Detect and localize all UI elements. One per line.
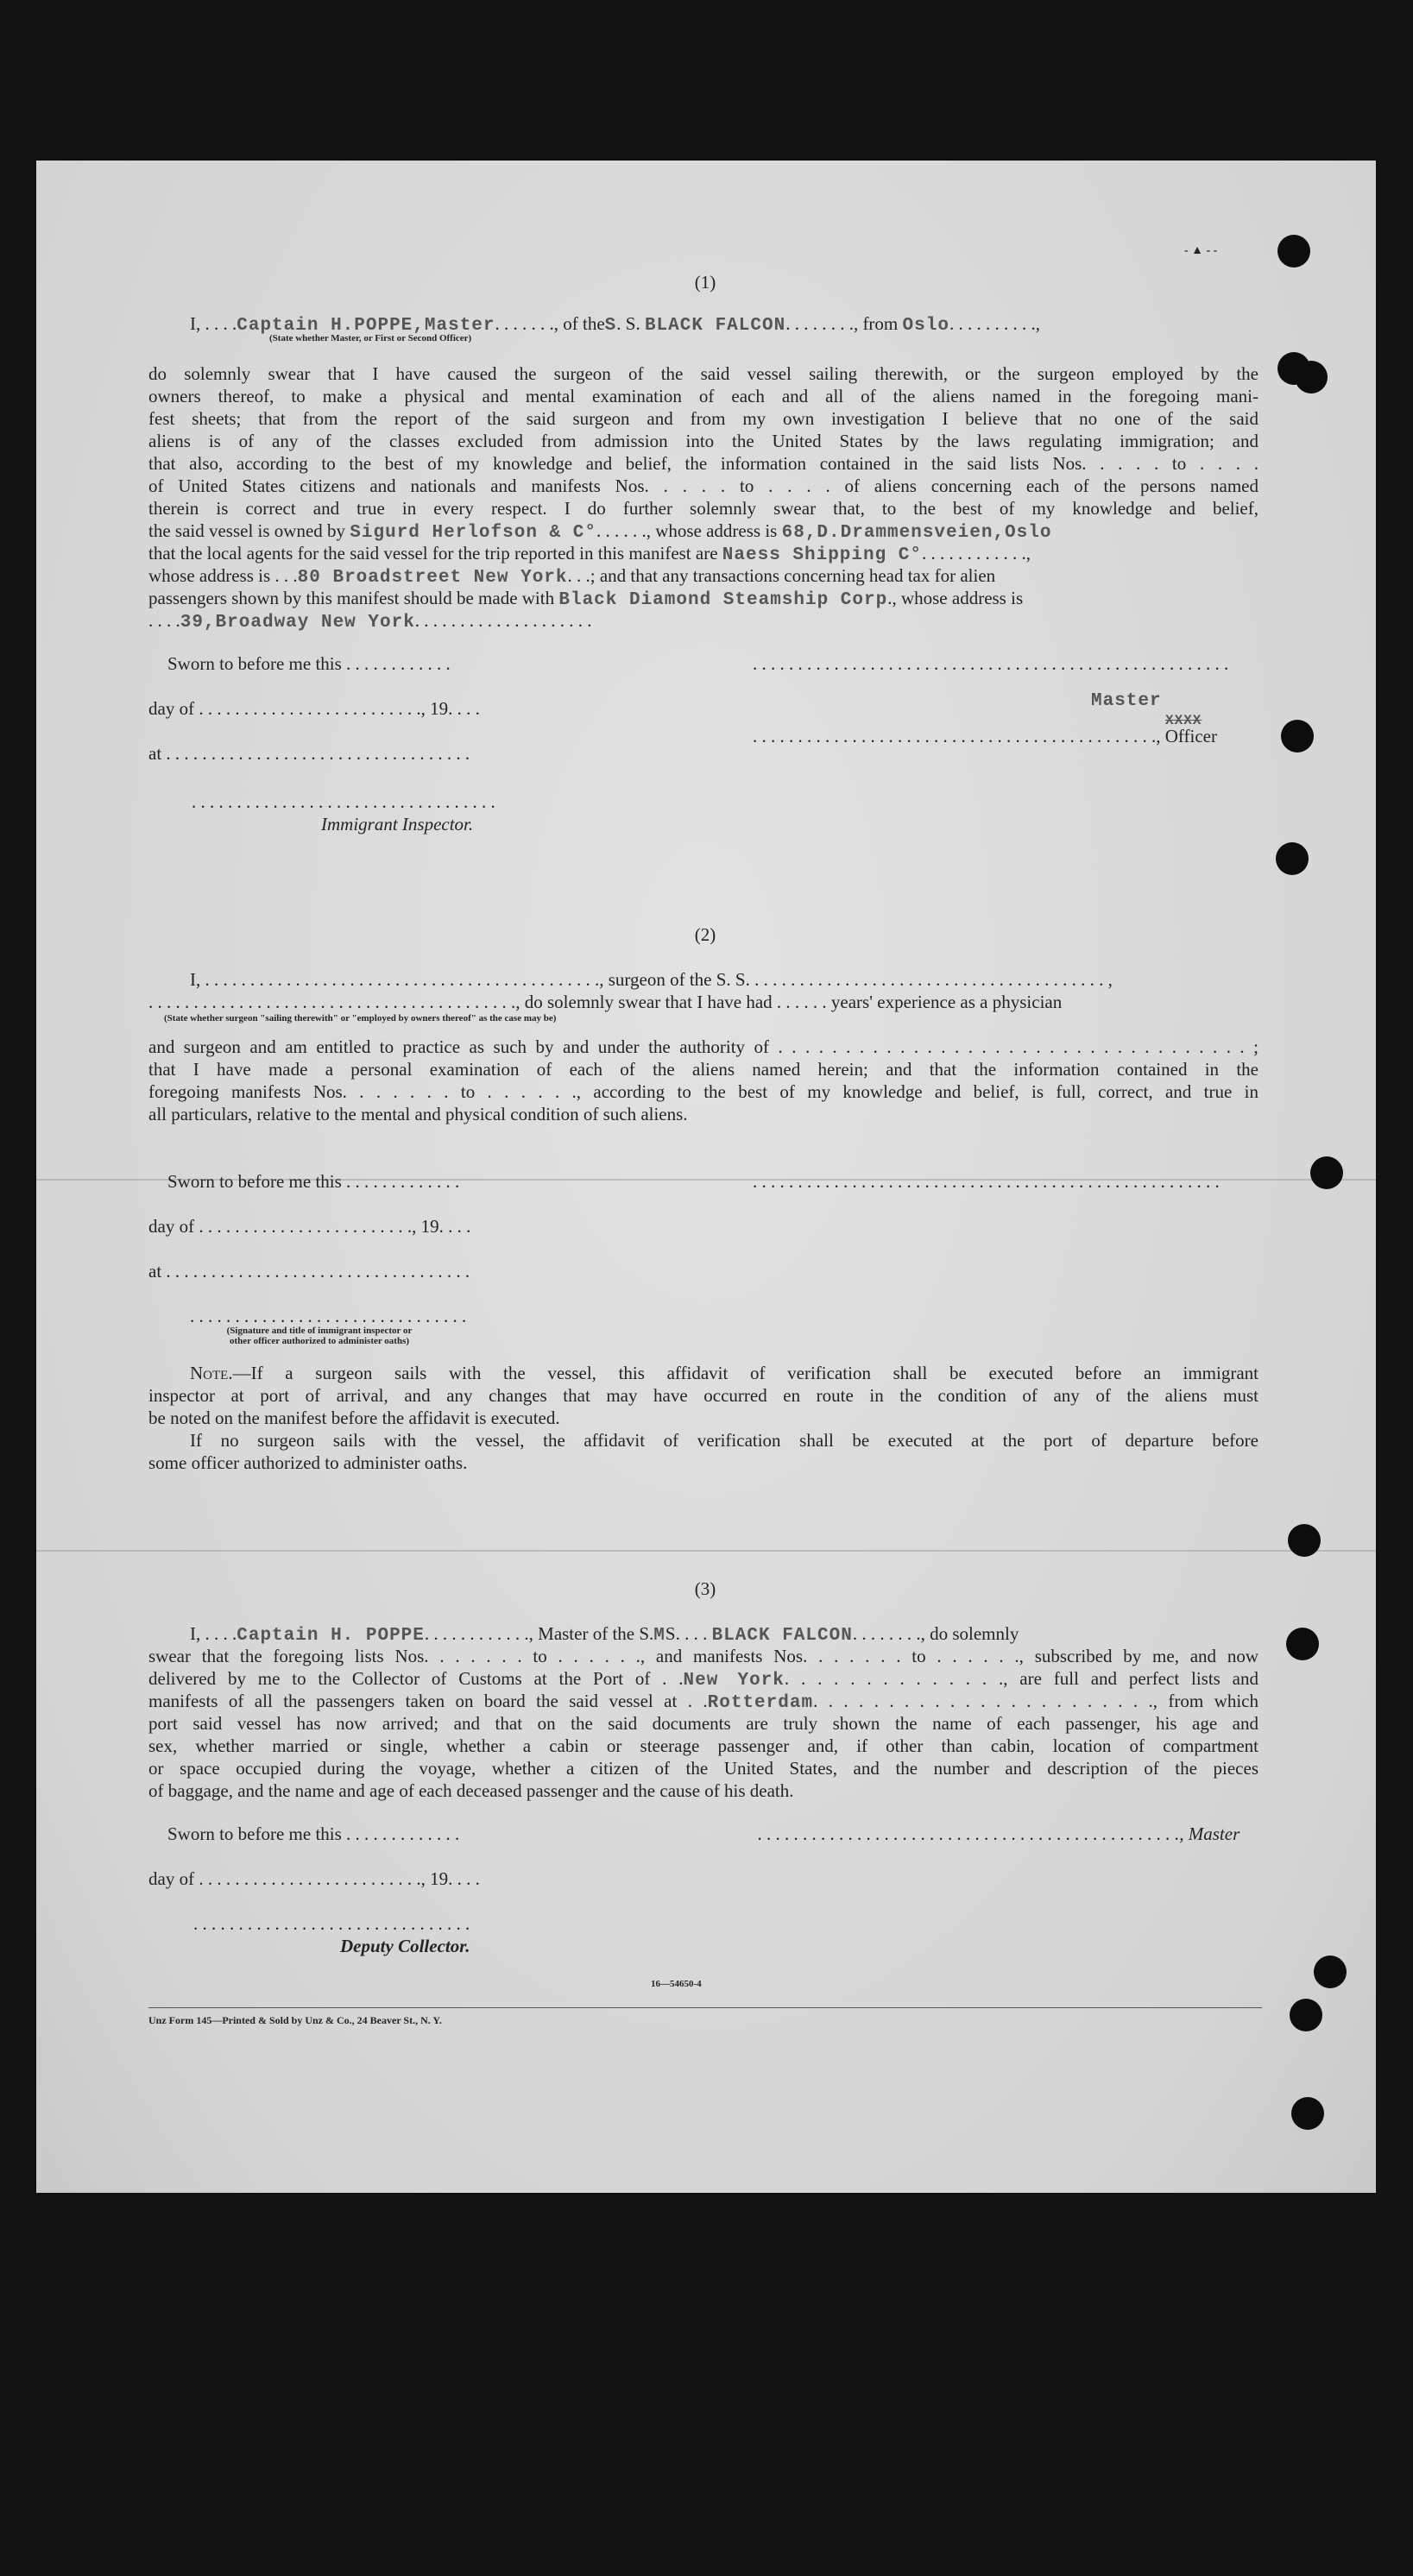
s2-paragraph: and surgeon and am entitled to practice as such by and under the authority of . . . . . . . . . . . . . . . . . . . . . . . . . . . . . . . . . . . ; that I have made a personal examination of each of the aliens named herein; and that the information contained in the foregoing manifests Nos. . . . . . . to . . . . . ., according to the best of my knowledge and belief, is full, correct, and true in all particulars, relative to the mental and physical condition of such aliens. — [148, 1036, 1258, 1124]
punch-hole — [1288, 1524, 1321, 1557]
punch-hole — [1310, 1156, 1343, 1189]
punch-hole — [1286, 1628, 1319, 1660]
punch-hole — [1314, 1956, 1347, 1988]
s3-paragraph: swear that the foregoing lists Nos. . . . . . . to . . . . . ., and manifests Nos. . . . . . . to . . . . . ., subscribed by me, and now delivered by me to the Collector of Customs at the Port of . .New York. . . . . . . . . . . . . ., are full and perfect lists and manifests of all the passengers taken on board the said vessel at . .Rotterdam. . . . . . . . . . . . . . . . . . . . . . ., from which port said vessel has now arrived; and that on the said documents are truly shown the name of each passenger, his age and sex, whether married or single, whether a cabin or steerage passenger and, if other than cabin, location of compartment or space occupied during the voyage, whether a citizen of the United States, and the number and description of the pieces of baggage, and the name and age of each deceased passenger and the cause of his death. — [148, 1646, 1258, 1801]
owner-address: 68,D.Drammensveien,Oslo — [781, 523, 1052, 543]
s2-inspector-label: (Signature and title of immigrant inspector or other officer authorized to administer oaths) — [226, 1326, 413, 1346]
port-from: Oslo — [902, 316, 949, 336]
s3-master-name: Captain H. POPPE — [237, 1626, 425, 1646]
s2-inspector-dots: . . . . . . . . . . . . . . . . . . . . . . . . . . . . . . . — [190, 1306, 467, 1326]
s2-day: day of . . . . . . . . . . . . . . . . . . . . . . . ., 19. . . . — [148, 1216, 471, 1237]
top-mark: - ▲ - - — [1184, 244, 1218, 257]
s2-at: at . . . . . . . . . . . . . . . . . . . . . . . . . . . . . . . . . . — [148, 1261, 470, 1282]
punch-hole — [1277, 235, 1310, 268]
section-2-number: (2) — [694, 924, 716, 945]
officer-struck: XXXX — [1165, 713, 1202, 728]
punch-hole — [1290, 1999, 1322, 2031]
s1-day: day of . . . . . . . . . . . . . . . . . . . . . . . . ., 19. . . . — [148, 698, 480, 719]
section-3-number: (3) — [694, 1578, 716, 1599]
master-typed: Master — [1091, 691, 1162, 711]
punch-hole — [1295, 361, 1328, 394]
s1-sworn: Sworn to before me this . . . . . . . . . . . . — [167, 653, 451, 674]
s1-officer-line: . . . . . . . . . . . . . . . . . . . . . . . . . . . . . . . . . . . . . . . . . . . . ., Officer — [753, 726, 1217, 746]
s1-agents-address-line: whose address is . . .80 Broadstreet New York. . .; and that any transactions concerning head tax for alien — [148, 565, 996, 588]
fold-line — [36, 1550, 1376, 1552]
s1-agents-line: that the local agents for the said vessel for the trip reported in this manifest are Naess Shipping C°. . . . . . . . . . . ., — [148, 543, 1031, 565]
s1-inspector-dots: . . . . . . . . . . . . . . . . . . . . . . . . . . . . . . . . . . — [192, 791, 495, 812]
owner-name: Sigurd Herlofson & C° — [350, 523, 596, 543]
footer-rule — [148, 2007, 1262, 2008]
master-name: Captain H.POPPE,Master — [237, 316, 495, 336]
s2-sworn: Sworn to before me this . . . . . . . . . . . . . — [167, 1171, 460, 1192]
s2-line2: . . . . . . . . . . . . . . . . . . . . . . . . . . . . . . . . . . . . . . . . ., do solemnly swear that I have had . . . . . . years' experience as a physician — [148, 992, 1063, 1012]
s1-owner-line: the said vessel is owned by Sigurd Herlofson & C°. . . . . ., whose address is 68,D.Drammensveien,Oslo — [148, 520, 1052, 543]
printer-line: Unz Form 145—Printed & Sold by Unz & Co., 24 Beaver St., N. Y. — [148, 2014, 442, 2026]
s3-vessel-name: BLACK FALCON — [711, 1626, 853, 1646]
section-1-number: (1) — [694, 272, 716, 293]
s3-day: day of . . . . . . . . . . . . . . . . . . . . . . . . ., 19. . . . — [148, 1868, 480, 1889]
s3-collector-dots: . . . . . . . . . . . . . . . . . . . . . . . . . . . . . . . — [193, 1913, 470, 1934]
s1-tax-line: passengers shown by this manifest should be made with Black Diamond Steamship Corp., whose address is — [148, 588, 1024, 610]
s3-line1: I, . . . .Captain H. POPPE. . . . . . . . . . . ., Master of the S.MS. . . . BLACK FALCON. . . . . . . ., do solemnly — [190, 1623, 1019, 1646]
vessel-name: BLACK FALCON — [644, 316, 786, 336]
note-heading: Note. — [190, 1363, 233, 1383]
tax-address: 39,Broadway New York — [180, 613, 415, 633]
s3-sworn: Sworn to before me this . . . . . . . . . . . . . — [167, 1823, 460, 1844]
punch-hole — [1276, 842, 1309, 875]
s1-line1: I, . . . .Captain H.POPPE,Master. . . . . . ., of theS. S. BLACK FALCON. . . . . . . ., from Oslo. . . . . . . . . ., — [190, 313, 1040, 336]
s3-collector-label: Deputy Collector. — [340, 1936, 470, 1956]
punch-hole — [1291, 2097, 1324, 2130]
s2-signature-dots: . . . . . . . . . . . . . . . . . . . . . . . . . . . . . . . . . . . . . . . . . . . . . . . . . . . . — [753, 1171, 1220, 1192]
port-of-arrival: New York — [683, 1671, 785, 1690]
s1-state-note: (State whether Master, or First or Second Officer) — [269, 333, 472, 343]
agents-name: Naess Shipping C° — [722, 545, 923, 565]
agents-address: 80 Broadstreet New York — [297, 568, 568, 588]
tax-company: Black Diamond Steamship Corp — [558, 590, 888, 610]
s1-signature-dots: . . . . . . . . . . . . . . . . . . . . . . . . . . . . . . . . . . . . . . . . . . . . . . . . . . . . . — [753, 653, 1229, 674]
punch-hole — [1281, 720, 1314, 753]
port-of-embarkation: Rotterdam — [707, 1693, 814, 1712]
form-code: 16—54650-4 — [651, 1979, 702, 1989]
s1-paragraph: do solemnly swear that I have caused the surgeon of the said vessel sailing therewith, or the surgeon employed by the owners thereof, to make a physical and mental examination of each and all of the aliens named in the foregoing mani- fest sheets; that from the report of the said surgeon and from my own investigation I believe that no one of the said aliens is of any of the classes excluded from admission into the United States by the laws regulating immigration; and that also, according to the best of my knowledge and belief, the information contained in the said lists Nos. . . . . to . . . . of United States citizens and nationals and manifests Nos. . . . . to . . . . of aliens concerning each of the persons named therein is correct and true in every respect. I do further solemnly swear that, to the best of my knowledge and belief, — [148, 363, 1258, 519]
s2-line1: I, . . . . . . . . . . . . . . . . . . . . . . . . . . . . . . . . . . . . . . . . . . . ., surgeon of the S. S. . . . . . . . . . . . . . . . . . . . . . . . . . . . . . . . . . . . . . . . , — [190, 969, 1113, 990]
s1-at: at . . . . . . . . . . . . . . . . . . . . . . . . . . . . . . . . . . — [148, 743, 470, 764]
s2-state-note: (State whether surgeon "sailing therewith" or "employed by owners thereof" as the case may be) — [164, 1013, 557, 1023]
manifest-page — [36, 161, 1376, 2193]
s3-master-line: . . . . . . . . . . . . . . . . . . . . . . . . . . . . . . . . . . . . . . . . . . . . . . ., Master — [758, 1823, 1240, 1844]
s2-note: Note.—If a surgeon sails with the vessel, this affidavit of verification shall be executed before an immigrant inspector at port of arrival, and any changes that may have occurred en route in the condition of any of the aliens must be noted on the manifest before the affidavit is executed. If no surgeon sails with the vessel, the affidavit of verification shall be executed at the port of departure before some officer authorized to administer oaths. — [148, 1363, 1258, 1473]
s1-tax-address-line: . . . .39,Broadway New York. . . . . . . . . . . . . . . . . . . . — [148, 610, 592, 633]
s1-inspector-label: Immigrant Inspector. — [321, 814, 474, 835]
